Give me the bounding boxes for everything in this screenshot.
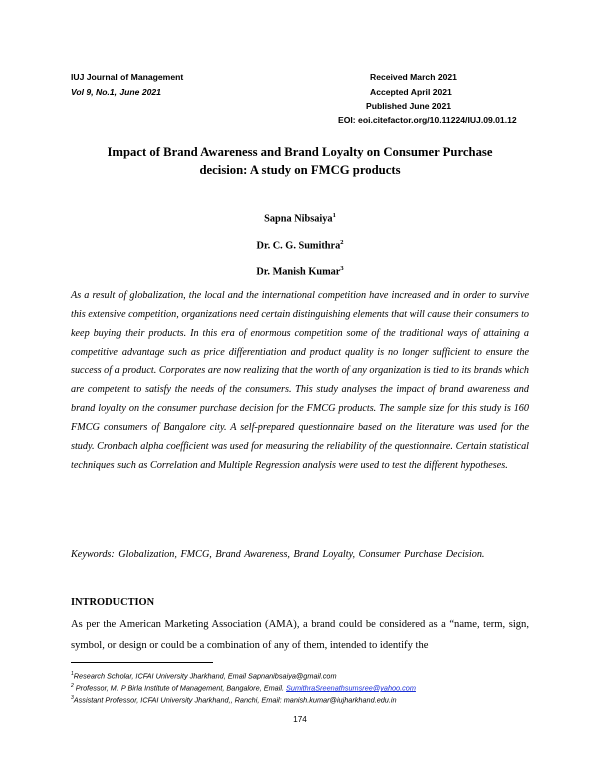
- page-number: 174: [293, 715, 307, 724]
- journal-volume: Vol 9, No.1, June 2021: [71, 87, 161, 97]
- introduction-paragraph: As per the American Marketing Association (AMA), a brand could be considered as a “name, term, sign, symbol, or design or could be a combination of any of them, intended to identify the: [71, 619, 529, 651]
- author-1: [0, 212, 600, 224]
- keywords: Keywords: Globalization, FMCG, Brand Awareness, Brand Loyalty, Consumer Purchase Decision.: [71, 549, 485, 560]
- author-3-sup: 3: [340, 265, 344, 272]
- footnote-1-text: Research Scholar, ICFAI University Jharkhand, Email Sapnanibsaiya@gmail.com: [73, 671, 337, 681]
- author-2-name: Dr. C. G. Sumithra: [256, 240, 341, 252]
- footnote-2-sup: 2: [71, 683, 74, 689]
- footnote-2-text: Professor, M. P Birla Institute of Management, Bangalore, Email.: [73, 683, 287, 693]
- footnote-1: [71, 671, 337, 680]
- author-3-name: Dr. Manish Kumar: [256, 266, 341, 278]
- received-date: Received March 2021: [370, 72, 457, 82]
- footnote-divider: [71, 662, 213, 663]
- author-1-sup: 1: [332, 212, 336, 219]
- footnote-2: [71, 683, 416, 692]
- journal-name: IUJ Journal of Management: [71, 72, 184, 82]
- author-1-name: Sapna Nibsaiya: [264, 213, 333, 225]
- eoi-identifier: EOI: eoi.citefactor.org/10.11224/IUJ.09.01.12: [338, 115, 517, 125]
- section-heading-introduction: INTRODUCTION: [71, 597, 155, 608]
- footnote-1-sup: 1: [71, 671, 74, 677]
- footnote-3-sup: 3: [71, 695, 74, 701]
- author-2-sup: 2: [340, 239, 344, 246]
- paper-title-line2: decision: A study on FMCG products: [199, 163, 401, 177]
- author-3: [0, 265, 600, 277]
- author-2: [0, 239, 600, 251]
- published-date: Published June 2021: [366, 101, 452, 111]
- paper-title-line1: Impact of Brand Awareness and Brand Loyalty on Consumer Purchase: [107, 145, 493, 159]
- abstract: As a result of globalization, the local and the international competition have increased and in order to survive this extensive competition, organizations need certain distinguishing elements that will cause their consumers to keep buying their products. In this era of enormous competition some of the traditional ways of attaining a competitive advantage such as price differentiation and product quality is no longer sufficient to ensure the success of a product. Corporates are now realizing that the worth of any organization is tied to its brands which are competent to satisfy the needs of the consumers. This study analyses the impact of brand awareness and brand loyalty on the consumer purchase decision for the FMCG products. The sample size for this study is 160 FMCG consumers of Bangalore city. A self-prepared questionnaire based on the literature was used for the study. Cronbach alpha coefficient was used for measuring the reliability of the questionnaire. Certain statistical techniques such as Correlation and Multiple Regression analysis were used to test the different hypotheses.: [71, 290, 529, 471]
- footnote-2-email-link[interactable]: SumithraSreenathsumsree@yahoo.com: [286, 683, 416, 693]
- footnote-3-text: Assistant Professor, ICFAI University Jharkhand,, Ranchi, Email: manish.kumar@iujharkhand.edu.in: [73, 695, 397, 705]
- accepted-date: Accepted April 2021: [370, 87, 452, 97]
- footnote-3: [71, 695, 397, 704]
